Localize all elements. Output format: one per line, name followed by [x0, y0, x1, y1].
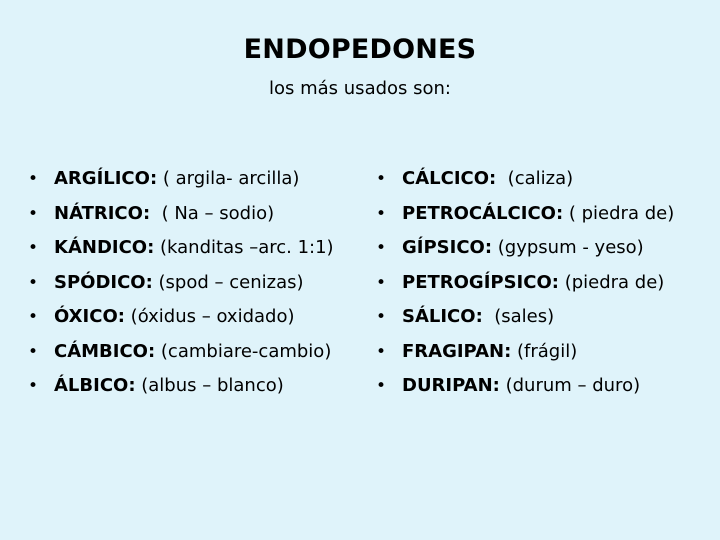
list-item	[376, 197, 674, 232]
bullet-icon: •	[376, 376, 387, 396]
list-item	[376, 300, 674, 335]
item-term: CÁMBICO:	[54, 340, 156, 362]
bullet-icon: •	[376, 341, 387, 362]
item-desc: ( piedra de)	[563, 202, 675, 224]
list-item	[376, 335, 674, 370]
list-item	[28, 197, 334, 232]
item-term: ÁLBICO:	[54, 375, 136, 396]
bullet-icon: •	[28, 203, 39, 224]
item-desc: (gypsum - yeso)	[492, 237, 644, 258]
item-desc: (óxidus – oxidado)	[124, 306, 295, 327]
item-term: PETROGÍPSICO:	[402, 271, 559, 293]
item-desc: (cambiare-cambio)	[155, 340, 332, 362]
list-item	[28, 335, 334, 370]
right-list	[376, 162, 674, 404]
item-desc: (durum – duro)	[499, 375, 641, 396]
bullet-icon: •	[28, 376, 39, 396]
list-item	[376, 162, 674, 197]
item-term: FRAGIPAN:	[402, 340, 512, 362]
item-desc: (spod – cenizas)	[152, 271, 304, 293]
left-list	[28, 162, 334, 404]
item-desc: (kanditas –arc. 1:1)	[154, 237, 334, 258]
item-desc: ( argila- arcilla)	[157, 168, 300, 189]
bullet-icon: •	[28, 169, 39, 189]
item-term: PETROCÁLCICO:	[402, 202, 564, 224]
bullet-icon: •	[28, 307, 39, 327]
bullet-icon: •	[28, 272, 39, 293]
list-item	[376, 266, 674, 301]
item-desc: (albus – blanco)	[135, 375, 284, 396]
list-item	[28, 231, 334, 266]
list-item	[28, 300, 334, 335]
item-term: ÓXICO:	[54, 306, 125, 327]
slide-subtitle: los más usados son:	[269, 78, 451, 99]
item-term: NÁTRICO:	[54, 202, 151, 224]
bullet-icon: •	[376, 238, 387, 258]
list-item	[28, 266, 334, 301]
bullet-icon: •	[376, 307, 387, 327]
item-desc: (piedra de)	[558, 271, 665, 293]
item-desc: ( Na – sodio)	[150, 202, 275, 224]
item-term: SPÓDICO:	[54, 271, 153, 293]
item-desc: (caliza)	[496, 168, 574, 189]
bullet-icon: •	[376, 169, 387, 189]
list-item	[376, 231, 674, 266]
bullet-icon: •	[376, 203, 387, 224]
bullet-icon: •	[28, 341, 39, 362]
item-desc: (frágil)	[511, 340, 578, 362]
item-term: ARGÍLICO:	[54, 168, 158, 189]
item-term: CÁLCICO:	[402, 168, 497, 189]
item-term: KÁNDICO:	[54, 237, 155, 258]
list-item	[376, 369, 674, 404]
slide-title: ENDOPEDONES	[243, 34, 477, 65]
bullet-icon: •	[376, 272, 387, 293]
item-term: GÍPSICO:	[402, 237, 493, 258]
item-term: SÁLICO:	[402, 306, 483, 327]
bullet-icon: •	[28, 238, 39, 258]
item-term: DURIPAN:	[402, 375, 500, 396]
list-item	[28, 162, 334, 197]
list-item	[28, 369, 334, 404]
item-desc: (sales)	[482, 306, 555, 327]
